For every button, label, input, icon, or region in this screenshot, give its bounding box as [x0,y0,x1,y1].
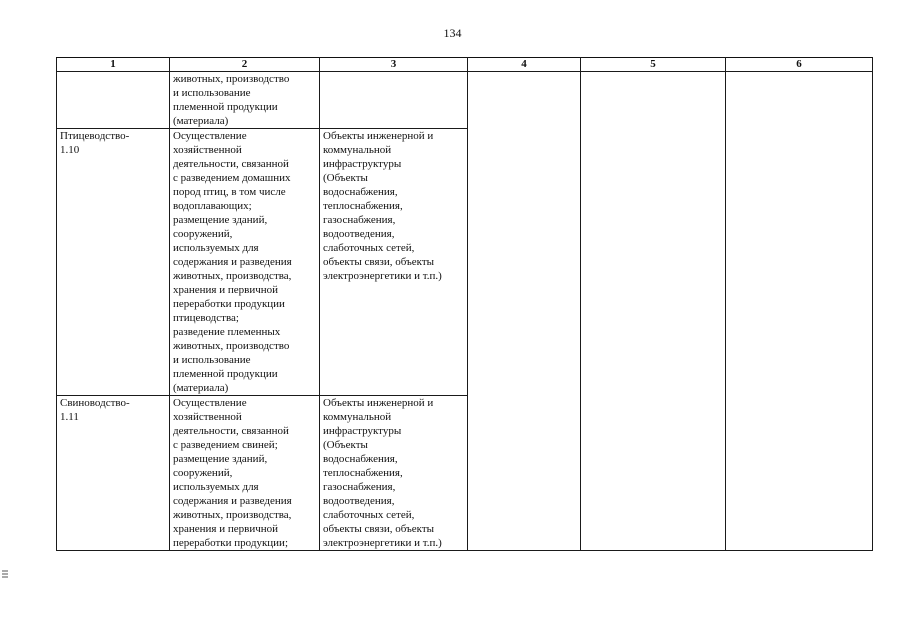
cell-use-type [57,72,170,129]
table-header-row [57,58,873,72]
table-row [57,72,873,129]
scan-mark-icon [2,566,8,580]
page-number: 134 [443,26,462,40]
cell-column-4 [468,72,581,551]
cell-infrastructure [320,72,468,129]
cell-description: Осуществление хозяйственной деятельности, связанной с разведением домашних пород птиц, в том числе водоплавающих; размещение зданий, сооружений, используемых для содержания и разведения животных, производства, хранения и первичной переработки продукции птицеводства; разведение племенных животных, производство и использование племенной продукции (материала) [170,129,320,396]
cell-column-5 [581,72,726,551]
column-header-4: 4 [468,58,581,72]
cell-infrastructure: Объекты инженерной и коммунальной инфраструктуры (Объекты водоснабжения, теплоснабжения, газоснабжения, водоотведения, слаботочных сетей, объекты связи, объекты электроэнергетики и т.п.) [320,129,468,396]
cell-use-type: Свиноводство- 1.11 [57,396,170,551]
cell-description: Осуществление хозяйственной деятельности, связанной с разведением свиней; размещение зданий, сооружений, используемых для содержания и разведения животных, производства, хранения и первичной переработки продукции; [170,396,320,551]
column-header-2: 2 [170,58,320,72]
cell-infrastructure: Объекты инженерной и коммунальной инфраструктуры (Объекты водоснабжения, теплоснабжения, газоснабжения, водоотведения, слаботочных сетей, объекты связи, объекты электроэнергетики и т.п.) [320,396,468,551]
regulation-table [56,57,873,551]
column-header-3: 3 [320,58,468,72]
cell-use-type: Птицеводство- 1.10 [57,129,170,396]
margin-mark [2,566,8,580]
column-header-6: 6 [726,58,873,72]
column-header-5: 5 [581,58,726,72]
column-header-1: 1 [57,58,170,72]
cell-description: животных, производство и использование племенной продукции (материала) [170,72,320,129]
cell-column-6 [726,72,873,551]
